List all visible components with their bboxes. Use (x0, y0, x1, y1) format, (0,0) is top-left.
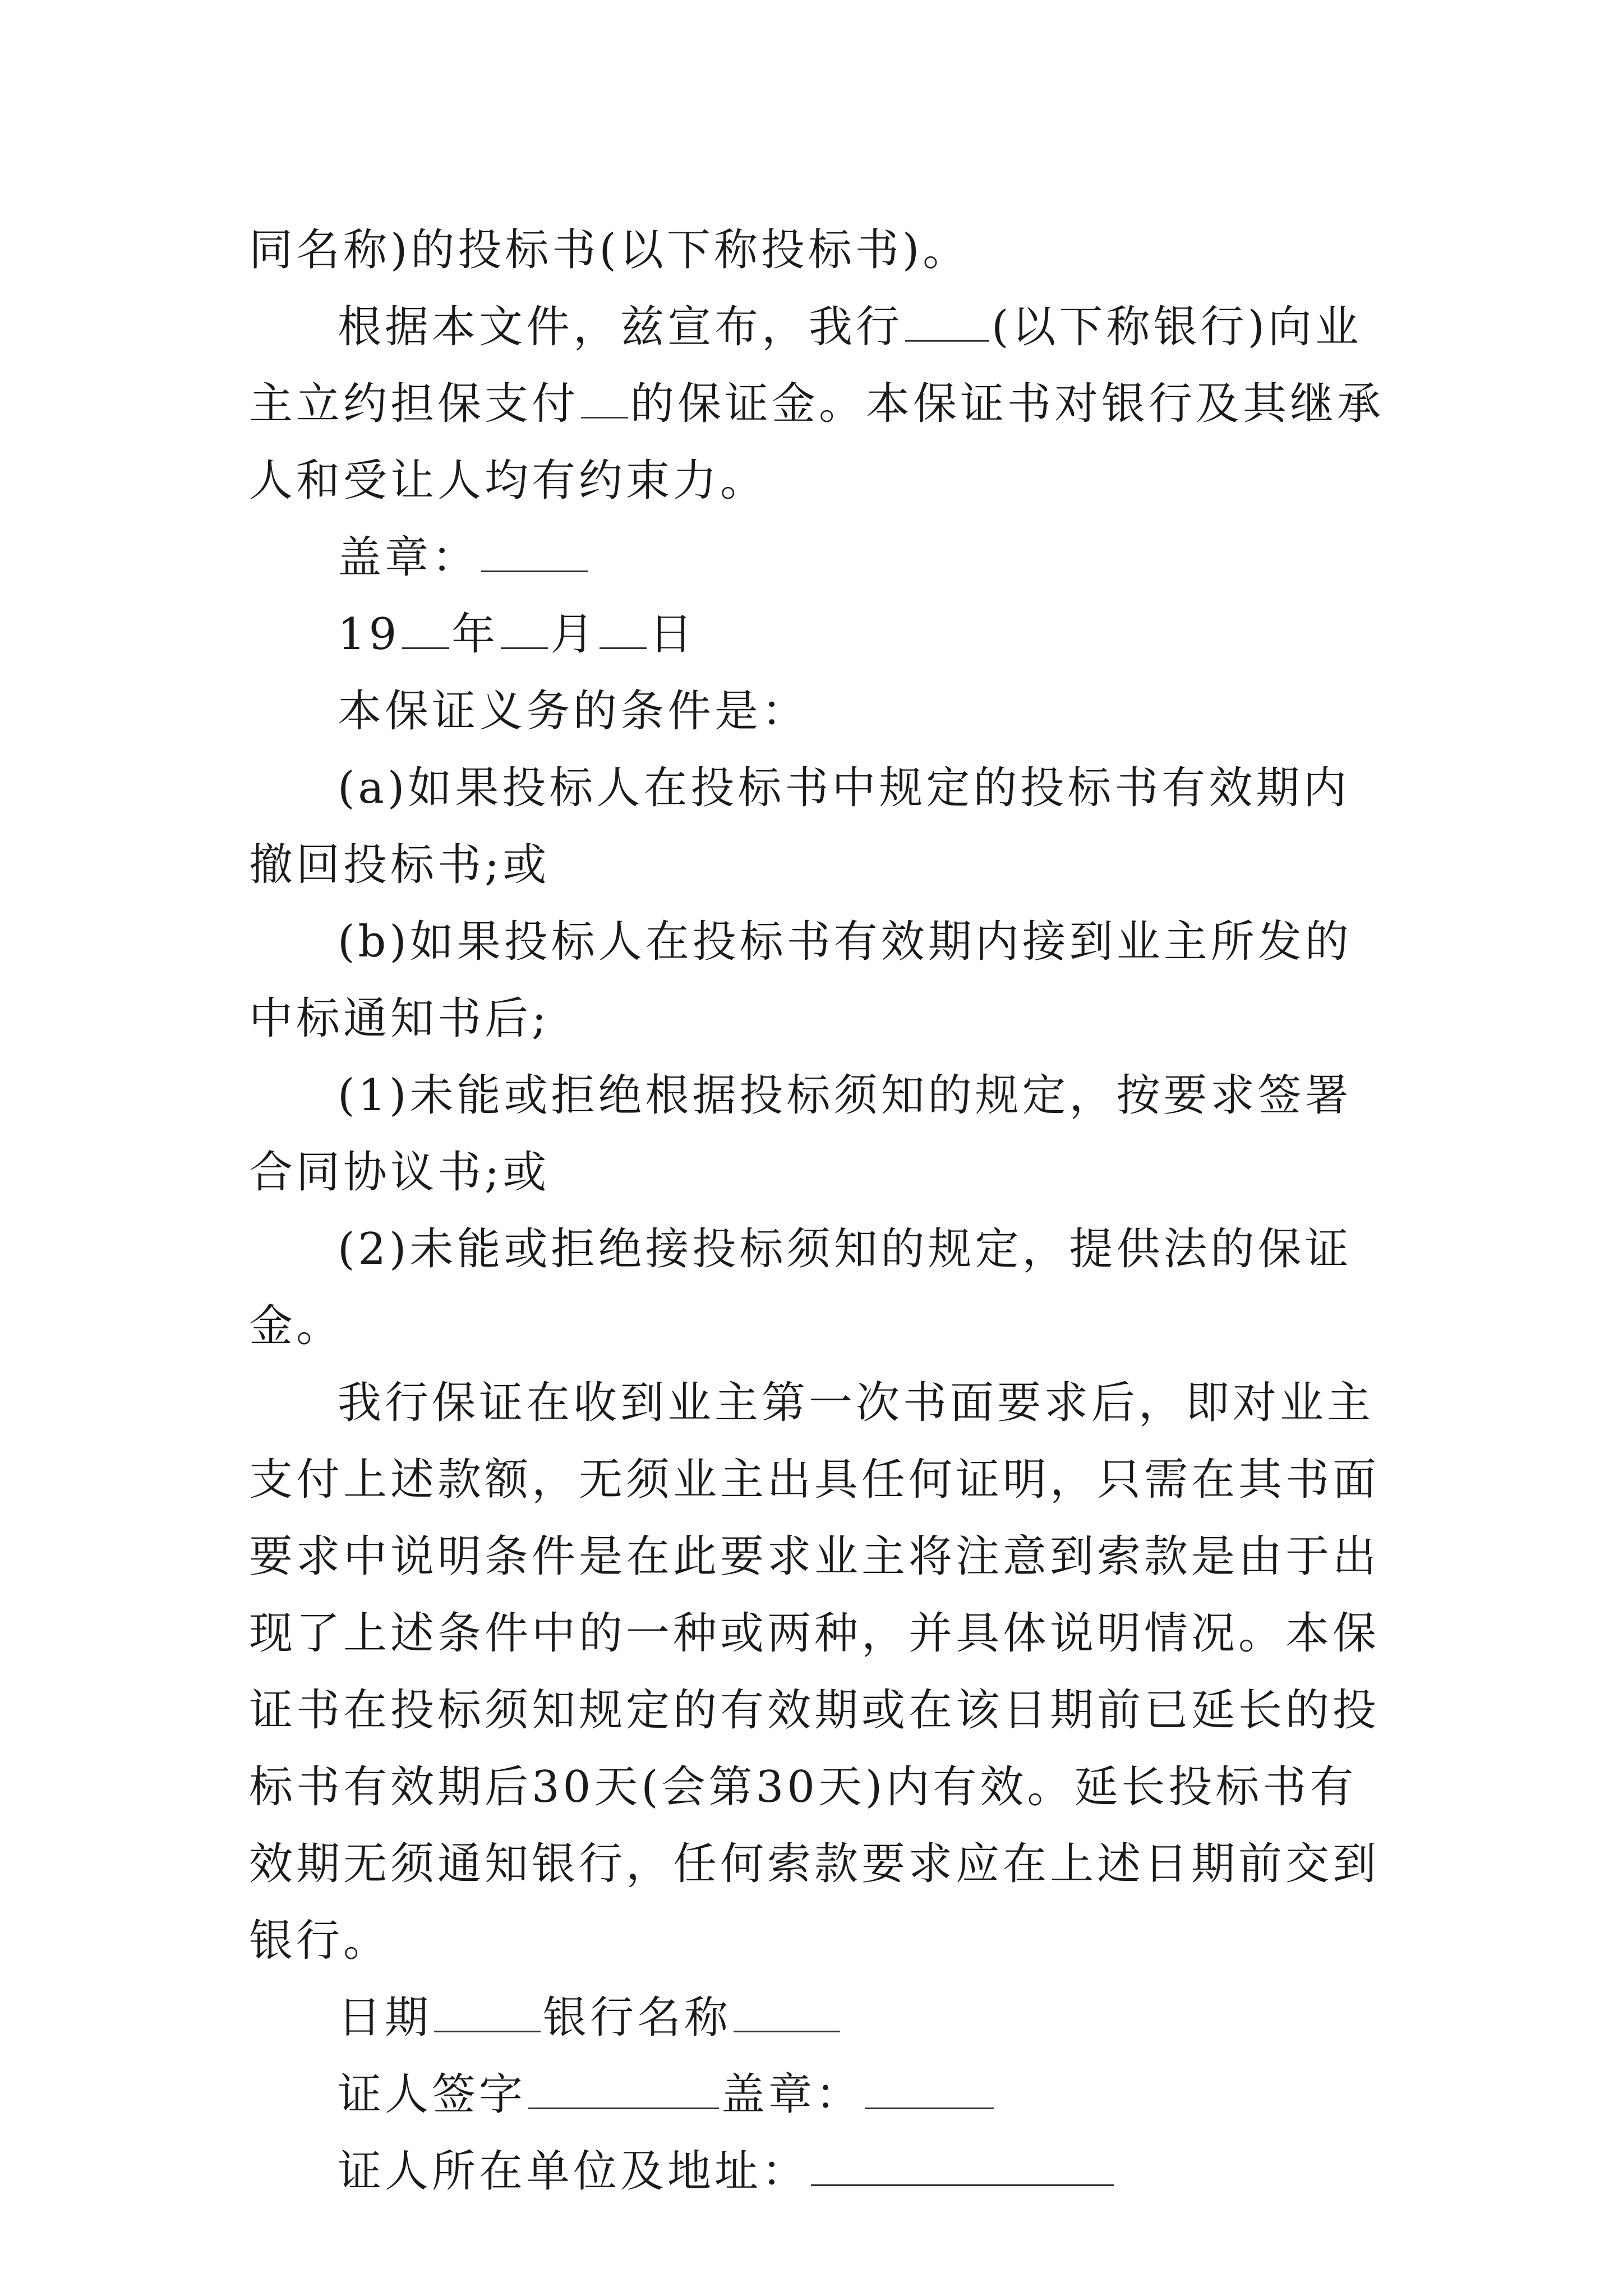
witness-signature-blank[interactable] (528, 2072, 719, 2109)
month-blank[interactable] (501, 611, 548, 649)
seal-blank[interactable] (481, 535, 588, 572)
condition-b (249, 904, 1393, 1057)
month-label: 月 (550, 609, 598, 660)
date-label: 日期 (338, 1993, 432, 2043)
paragraph-conditions-heading (249, 673, 1393, 750)
day-blank[interactable] (600, 611, 647, 649)
paragraph-text: (2)未能或拒绝接投标须知的规定，提供法的保证金。 (249, 1224, 1352, 1351)
paragraph-text: 本保证义务的条件是： (338, 686, 809, 737)
bank-name-label: 银行名称 (543, 1993, 732, 2043)
paragraph-text: 我行保证在收到业主第一次书面要求后，即对业主支付上述款额，无须业主出具任何证明，只需在其书面要求中说明条件是在此要求业主将注意到索款是由于出现了上述条件中的一种或两种，并具体说明情况。本保证书在投标须知规定的有效期或在该日期前已延长的投标书有效期后30天(会第30天)内有效。延长投标书有效期无须通知银行，任何索款要求应在上述日期前交到银行。 (249, 1378, 1380, 1966)
seal-line (249, 519, 1393, 596)
bank-name-field-blank[interactable] (734, 1995, 840, 2032)
paragraph-declaration (249, 289, 1393, 519)
paragraph-text: (a)如果投标人在投标书中规定的投标书有效期内撤回投标书;或 (249, 763, 1350, 890)
amount-blank[interactable] (581, 381, 628, 418)
paragraph-guarantee (249, 1365, 1393, 1980)
paragraph-text: 根据本文件，兹宣布，我行 (338, 302, 903, 352)
witness-address-blank[interactable] (811, 2148, 1114, 2186)
witness-address-line (249, 2133, 1393, 2210)
paragraph-text: (b)如果投标人在投标书有效期内接到业主所发的中标通知书后; (249, 917, 1352, 1044)
witness-address-label: 证人所在单位及地址： (338, 2146, 809, 2197)
witness-signature-line (249, 2056, 1393, 2133)
paragraph-text: 同名称)的投标书(以下称投标书)。 (249, 225, 970, 275)
seal-label: 盖章： (721, 2069, 863, 2120)
condition-2 (249, 1211, 1393, 1365)
condition-a (249, 750, 1393, 904)
year-label: 年 (451, 609, 499, 660)
year-blank[interactable] (402, 611, 449, 649)
year-prefix: 19 (338, 609, 400, 660)
date-blank[interactable] (434, 1995, 541, 2032)
witness-seal-blank[interactable] (865, 2072, 994, 2109)
paragraph-text: 的保证金。本保证书对银行及其继承人和受让人均有约束力。 (249, 379, 1385, 506)
bank-name-blank[interactable] (905, 304, 989, 342)
day-label: 日 (649, 609, 697, 660)
seal-label: 盖章： (338, 532, 479, 583)
witness-signature-label: 证人签字 (338, 2069, 527, 2120)
date-line (249, 596, 1393, 673)
paragraph-continuation (249, 212, 1393, 289)
date-bank-line (249, 1980, 1393, 2056)
condition-1 (249, 1057, 1393, 1211)
paragraph-text: (1)未能或拒绝根据投标须知的规定，按要求签署合同协议书;或 (249, 1070, 1352, 1198)
document-body (249, 212, 1393, 2210)
paragraph-text: (以下称银行)向业主立约担保支付 (249, 302, 1362, 429)
